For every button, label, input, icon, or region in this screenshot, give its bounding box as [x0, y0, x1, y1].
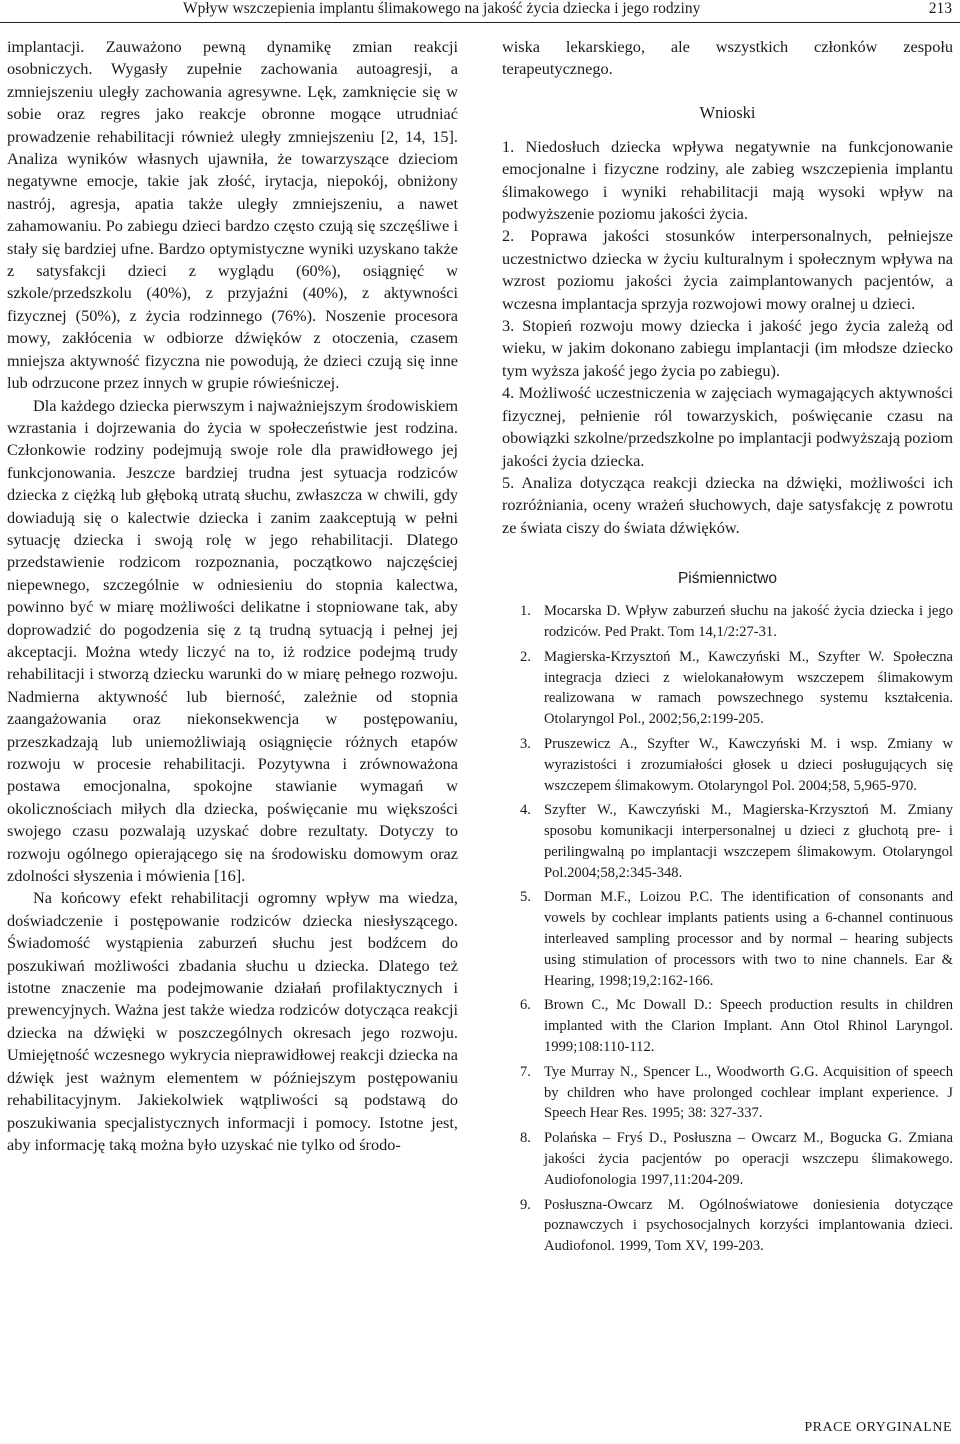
conclusion-item: 1. Niedosłuch dziecka wpływa negatywnie na funkcjonowanie emocjonalne i fizyczne rodziny, ale zabieg wszczepienia implantu ślimakowego i wyniki rehabilitacji mają wysoki wpływ na podwyższenie poziomu jakości życia.	[502, 136, 953, 224]
reference-item	[502, 887, 953, 991]
reference-number: 1.	[520, 603, 531, 620]
body-paragraph: wiska lekarskiego, ale wszystkich członków zespołu terapeutycznego.	[502, 37, 953, 79]
reference-number: 6.	[520, 997, 531, 1014]
body-paragraph: Na końcowy efekt rehabilitacji ogromny wpływ ma wiedza, doświadczenie i postępowanie rodziców dziecka niesłyszącego. Świadomość wystąpienia zaburzeń słuchu jest bodźcem do poszukiwań możliwości zbadania słuchu u dziecka. Dlatego też istotne znaczenie ma podejmowanie działań profilaktycznych i prewencyjnych. Ważna jest także wiedza rodziców dotycząca reakcji dziecka na dźwięki w poszczególnych okresach jego rozwoju. Umiejętność wczesnego wykrycia nieprawidłowej reakcji dziecka na dźwięk jest ważnym elementem w późniejszym postępowaniu rehabilitacyjnym. Jakiekolwiek wątpliwości są podstawą do poszukiwania specjalistycznych informacji i pomocy. Istotne jest, aby informację taką można było uzyskać nie tylko od środo-	[7, 888, 458, 1154]
reference-item	[502, 1195, 953, 1257]
reference-item	[502, 647, 953, 730]
running-header	[0, 0, 960, 23]
left-column	[7, 36, 458, 1156]
body-paragraph: Dla każdego dziecka pierwszym i najważniejszym środowiskiem wzrastania i dojrzewania do życia w społeczeństwie jest rodzina. Członkowie rodziny podejmują swoje role dla prawidłowego jej funkcjonowania. Jeszcze bardziej trudna jest sytuacja rodziców dziecka z ciężką lub głęboką utratą słuchu, zwłaszcza w chwili, gdy dowiadują się o kalectwie dziecka i zanim zaakceptują w pełni sytuację dziecka i swoją rolę w jego rehabilitacji. Dlatego przedstawienie rodzicom rozpoznania, początkowo najczęściej niepewnego, szczególnie w odniesieniu do stopnia kalectwa, powinno być w miarę możliwości delikatne i stopniowane tak, aby doprowadzić do pogodzenia się z tą trudną sytuacją i pełnej jej akceptacji. Można wtedy liczyć na to, iż rodzice podejmą trudy rehabilitacji i stworzą dziecku warunki do w miarę pełnego rozwoju. Nadmierna aktywność lub bierność, zależnie od stopnia zaangażowania oraz niekonsekwencja w postępowaniu, przeszkadzają lub uniemożliwiają osiągnięcie różnych etapów rozwoju w procesie rehabilitacji. Pozytywna i zrównoważona postawa emocjonalna, spokojne stawianie wymagań w okolicznościach miłych dla dziecka, poświęcanie mu większości swojego czasu pozwalają uzyskać dobre rezultaty. Dotyczy to rozwoju ogólnego opierającego się na środowisku domowym oraz zdolności słyszenia i mówienia [16].	[7, 395, 458, 886]
reference-text: Tye Murray N., Spencer L., Woodworth G.G. Acquisition of speech by children who have prolonged cochlear implant experience. J Speech Hear Res. 1995; 38: 327-337.	[544, 1063, 953, 1122]
right-column	[502, 36, 953, 1261]
reference-item	[502, 601, 953, 643]
reference-text: Mocarska D. Wpływ zaburzeń słuchu na jakość życia dziecka i jego rodziców. Ped Prakt. Tom 14,1/2:27-31.	[544, 603, 953, 640]
reference-item	[502, 1128, 953, 1190]
reference-number: 4.	[520, 802, 531, 819]
reference-number: 3.	[520, 735, 531, 752]
reference-list	[502, 601, 953, 1257]
conclusion-item: 2. Poprawa jakości stosunków interpersonalnych, pełniejsze uczestnictwo dziecka w życiu kulturalnym i społecznym wpływa na wzrost poziomu jakości życia zaimplantowanych pacjentów, a wczesna implantacja sprzyja rozwojowi mowy oralnej u dzieci.	[502, 226, 953, 313]
reference-number: 7.	[520, 1063, 531, 1080]
reference-number: 8.	[520, 1130, 531, 1147]
reference-text: Magierska-Krzysztoń M., Kawczyński M., Szyfter W. Społeczna integracja dzieci z wielokanałowym wszczepem ślimakowym realizowana w ramach powszechnego systemu kształcenia. Otolaryngol Pol., 2002;56,2:199-205.	[544, 648, 953, 728]
reference-item	[502, 734, 953, 796]
reference-text: Szyfter W., Kawczyński M., Magierska-Krzysztoń M. Zmiany sposobu komunikacji interpersonalnej u dzieci z głuchotą pre- i perilingwalną po implantacji wszczepem ślimakowym. Otolaryngol Pol.2004;58,2:345-348.	[544, 802, 953, 881]
reference-item	[502, 995, 953, 1057]
reference-item	[502, 800, 953, 883]
reference-number: 5.	[520, 889, 531, 906]
reference-text: Polańska – Fryś D., Posłuszna – Owcarz M., Bogucka G. Zmiana jakości życia pacjentów po operacji wszczepu ślimakowego. Audiofonologia 1997,11:204-209.	[544, 1130, 953, 1188]
reference-number: 9.	[520, 1196, 531, 1213]
reference-text: Brown C., Mc Dowall D.: Speech production results in children implanted with the Clarion Implant. Ann Otol Rhinol Laryngol. 1999;108:110-112.	[544, 997, 953, 1056]
body-paragraph: implantacji. Zauważono pewną dynamikę zmian reakcji osobniczych. Wygasły zupełnie zachowania autoagresji, a zmniejszeniu uległy zachowania agresywne. Lęk, zamknięcie się w sobie oraz regres jako reakcje obronne mogące utrudniać prowadzenie rehabilitacji również uległy zmniejszeniu [2, 14, 15]. Analiza wyników własnych ujawniła, że towarzyszące dzieciom negatywne emocje, takie jak złość, irytacja, niepokój, obniżony nastrój, agresja, apatia także uległy zmniejszeniu, a nawet zahamowaniu. Po zabiegu dzieci bardzo często czują się szczęśliwe i stały się bardziej ufne. Bardzo optymistyczne wyniki uzyskano także z satysfakcji dzieci z wyglądu (60%), osiągnięć w szkole/przedszkolu (40%), z przyjaźni (40%), z aktywności fizycznej (50%), z życia rodzinnego (76%). Noszenie procesora mowy, zakłócenia w odbiorze dźwięków z otoczenia, czasem mniejsza aktywność fizyczna nie powodują, że dzieci czują się inne lub odrzucone przez innych w grupie rówieśniczej.	[7, 37, 458, 393]
running-title: Wpływ wszczepienia implantu ślimakowego na jakość życia dziecka i jego rodziny	[183, 0, 701, 17]
conclusion-item: 3. Stopień rozwoju mowy dziecka i jakość jego życia zależą od wieku, w jakim dokonano zabiegu implantacji (im młodsze dziecko tym wyższa jakość jego życia po zabiegu).	[502, 316, 953, 380]
reference-text: Dorman M.F., Loizou P.C. The identification of consonants and vowels by cochlear implants patients using a 6-channel continuous interleaved sampling processor and by normal – hearing subjects using stimulation of processors with two to nine channels. Ear & Hearing, 1998;19,2:162-166.	[544, 889, 953, 989]
reference-text: Pruszewicz A., Szyfter W., Kawczyński M. i wsp. Zmiany w wyrazistości i zrozumiałości głosek u dzieci posługujących się wszczepem ślimakowym. Otolaryngol Pol. 2004;58, 5,965-970.	[544, 735, 953, 794]
bibliography-heading: Piśmiennictwo	[677, 570, 778, 588]
conclusion-item: 4. Możliwość uczestniczenia w zajęciach wymagających aktywności fizycznej, pełnienie ról towarzyskich, poświęcanie czasu na obowiązki szkolne/przedszkolne po implantacji podwyższają poziom jakości życia dziecka.	[502, 383, 953, 470]
conclusion-item: 5. Analiza dotycząca reakcji dziecka na dźwięki, możliwości ich rozróżniania, oceny wrażeń słuchowych, daje satysfakcję z powrotu ze świata ciszy do świata dźwięków.	[502, 472, 953, 537]
reference-text: Posłuszna-Owcarz M. Ogólnoświatowe doniesienia dotyczące poznawczych i psychosocjalnych korzyści implantowania dzieci. Audiofonol. 1999, Tom XV, 199-203.	[544, 1196, 953, 1255]
conclusions-heading: Wnioski	[699, 102, 756, 122]
reference-item	[502, 1062, 953, 1124]
reference-number: 2.	[520, 648, 531, 665]
page-number: 213	[928, 0, 952, 17]
footer-label: PRACE ORYGINALNE	[804, 1420, 952, 1435]
